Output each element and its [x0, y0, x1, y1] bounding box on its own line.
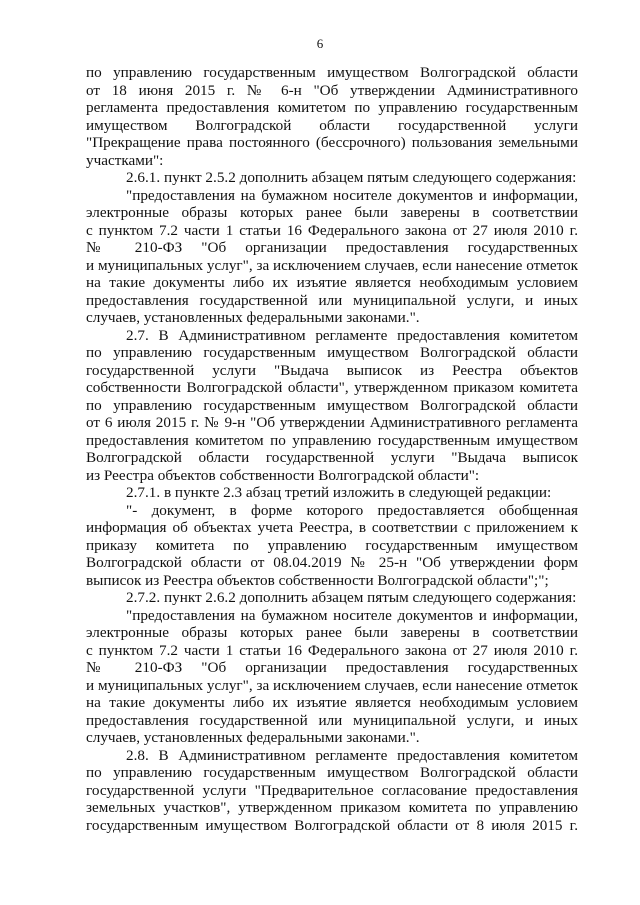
text-line: земельных участков", утвержденном приказом комитета по управлению: [86, 799, 578, 816]
text-line: "предоставления на бумажном носителе документов и информации,: [126, 186, 578, 204]
text-line: случаев, установленных федеральными законами.".: [86, 309, 420, 326]
text-line: участками":: [86, 151, 164, 169]
text-line: 2.7.1. в пункте 2.3 абзац третий изложить в следующей редакции:: [126, 484, 552, 501]
text-line: от 18 июня 2015 г. № 6-н "Об утверждении Административного: [86, 81, 578, 99]
text-line: государственной услуги "Выдача выписок из Реестра объектов: [86, 361, 578, 379]
text-line: регламента предоставления комитетом по управлению государственным: [86, 99, 578, 116]
text-line: с пунктом 7.2 части 1 статьи 16 Федерального закона от 27 июля 2010 г.: [86, 641, 578, 659]
text-line: от 6 июля 2015 г. № 9-н "Об утверждении Административного регламента: [86, 414, 578, 431]
text-line: предоставления комитетом по управлению государственным имуществом: [86, 431, 578, 449]
text-line: "- документ, в форме которого предоставляется обобщенная: [126, 501, 578, 519]
text-line: электронные образы которых ранее были заверены в соответствии: [86, 624, 578, 641]
text-line: на такие документы либо их изъятие является необходимым условием: [86, 274, 578, 291]
text-line: 2.7.2. пункт 2.6.2 дополнить абзацем пятым следующего содержания:: [126, 589, 577, 606]
text-line: № 210-ФЗ "Об организации предоставления государственных: [86, 239, 578, 256]
text-line: по управлению государственным имуществом Волгоградской области: [86, 344, 578, 361]
text-line: информация об объектах учета Реестра, в соответствии с приложением к: [86, 519, 578, 536]
text-line: "предоставления на бумажном носителе документов и информации,: [126, 606, 578, 624]
text-line: имуществом Волгоградской области государственной услуги: [86, 116, 578, 134]
text-line: с пунктом 7.2 части 1 статьи 16 Федерального закона от 27 июля 2010 г.: [86, 221, 578, 239]
text-line: по управлению государственным имуществом Волгоградской области: [86, 64, 578, 81]
document-body: [86, 64, 578, 834]
text-line: 2.6.1. пункт 2.5.2 дополнить абзацем пятым следующего содержания:: [126, 169, 577, 186]
text-line: по управлению государственным имуществом Волгоградской области: [86, 396, 578, 414]
text-line: выписок из Реестра объектов собственности Волгоградской области";";: [86, 571, 549, 589]
text-line: Волгоградской области государственной услуги "Выдача выписок: [86, 449, 578, 466]
text-line: государственным имуществом Волгоградской области от 8 июля 2015 г.: [86, 816, 578, 834]
text-line: электронные образы которых ранее были заверены в соответствии: [86, 204, 578, 221]
text-line: предоставления государственной или муниципальной услуги, и иных: [86, 291, 578, 309]
text-line: предоставления государственной или муниципальной услуги, и иных: [86, 711, 578, 729]
text-line: на такие документы либо их изъятие является необходимым условием: [86, 694, 578, 711]
page-number: 6: [316, 36, 324, 51]
text-line: приказу комитета по управлению государственным имуществом: [86, 536, 578, 554]
text-line: № 210-ФЗ "Об организации предоставления государственных: [86, 659, 578, 676]
text-line: по управлению государственным имуществом Волгоградской области: [86, 764, 578, 781]
text-line: случаев, установленных федеральными законами.".: [86, 729, 420, 746]
text-line: "Прекращение права постоянного (бессрочного) пользования земельными: [86, 134, 578, 151]
text-line: государственной услуги "Предварительное согласование предоставления: [86, 781, 578, 799]
text-line: собственности Волгоградской области", утвержденном приказом комитета: [86, 379, 578, 396]
text-line: из Реестра объектов собственности Волгоградской области":: [86, 466, 480, 484]
text-line: 2.8. В Административном регламенте предоставления комитетом: [126, 746, 578, 764]
text-line: и муниципальных услуг", за исключением случаев, если нанесение отметок: [86, 256, 578, 274]
text-line: Волгоградской области от 08.04.2019 № 25-н "Об утверждении форм: [86, 554, 578, 571]
text-line: и муниципальных услуг", за исключением случаев, если нанесение отметок: [86, 676, 578, 694]
text-line: 2.7. В Административном регламенте предоставления комитетом: [126, 326, 578, 344]
